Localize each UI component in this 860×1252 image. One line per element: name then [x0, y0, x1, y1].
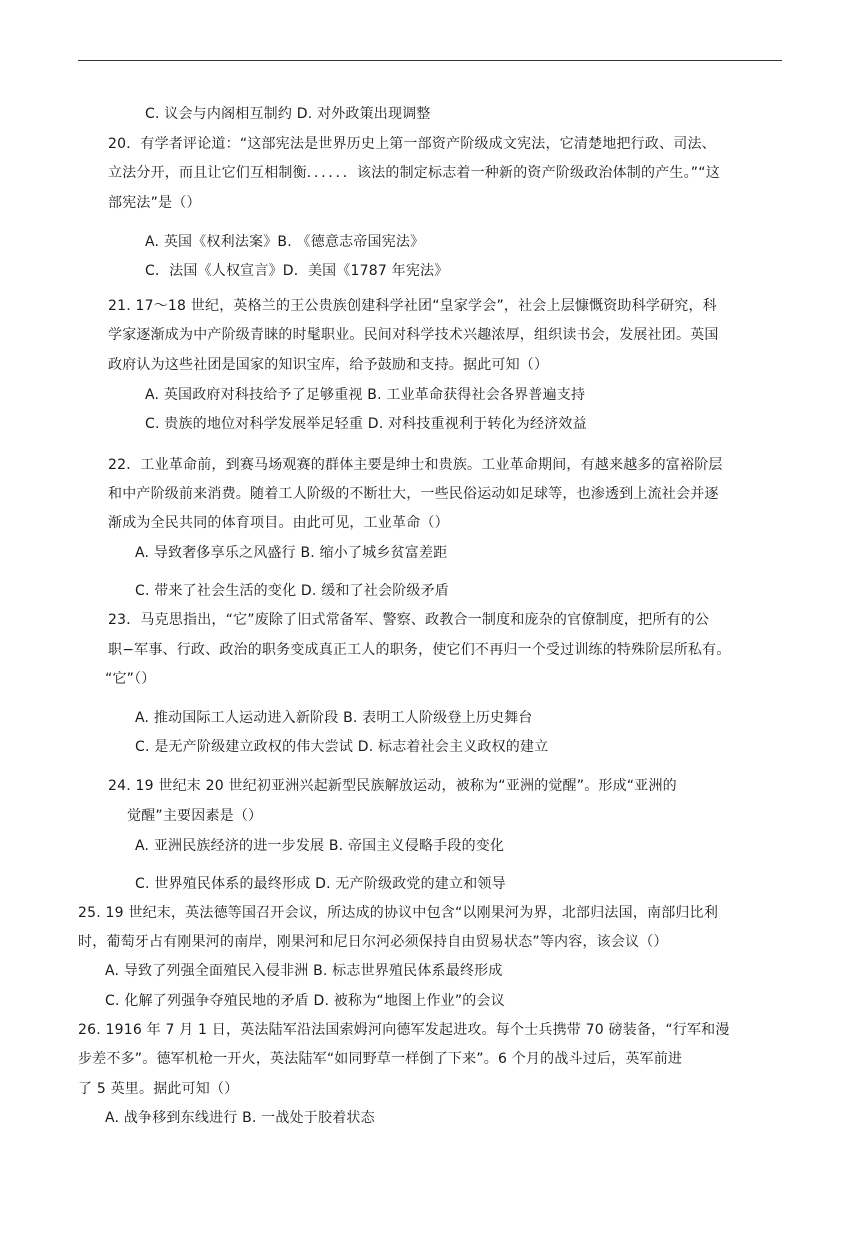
option-line: C. 贵族的地位对科学发展举足轻重 D. 对科技重视利于转化为经济效益: [145, 416, 587, 432]
question-26-line: 了 5 英里。据此可知（）: [78, 1081, 239, 1097]
question-22-line: 渐成为全民共同的体育项目。由此可见，工业革命（）: [108, 515, 449, 531]
question-24-line: 24. 19 世纪末 20 世纪初亚洲兴起新型民族解放运动，被称为“亚洲的觉醒”。形成“亚洲的: [108, 778, 677, 794]
question-22-line: 和中产阶级前来消费。随着工人阶级的不断壮大，一些民俗运动如足球等，也渗透到上流社会并逐: [108, 486, 719, 502]
option-line: A. 英国《权利法案》B. 《德意志帝国宪法》: [145, 234, 425, 250]
question-23-line: 职−军事、行政、政治的职务变成真正工人的职务，使它们不再归一个受过训练的特殊阶层所私有。: [108, 642, 731, 658]
option-line: A. 导致奢侈享乐之风盛行 B. 缩小了城乡贫富差距: [135, 545, 448, 561]
option-line: C．法国《人权宣言》D．美国《1787 年宪法》: [145, 263, 449, 279]
question-23-line: “它”（）: [105, 671, 156, 687]
question-20-line: 立法分开，而且让它们互相制衡．．．．．．该法的制定标志着一种新的资产阶级政治体制的产生。”“这: [108, 165, 720, 181]
option-line: C. 是无产阶级建立政权的伟大尝试 D. 标志着社会主义政权的建立: [135, 739, 549, 755]
option-line: A. 推动国际工人运动进入新阶段 B. 表明工人阶级登上历史舞台: [135, 710, 533, 726]
question-21-line: 学家逐渐成为中产阶级青睐的时髦职业。民间对科学技术兴趣浓厚，组织读书会，发展社团。英国: [108, 327, 719, 343]
question-21-line: 政府认为这些社团是国家的知识宝库，给予鼓励和支持。据此可知（）: [108, 357, 549, 373]
question-22-line: 22．工业革命前，到赛马场观赛的群体主要是绅士和贵族。工业革命期间，有越来越多的富裕阶层: [108, 457, 723, 473]
option-line: A. 英国政府对科技给予了足够重视 B. 工业革命获得社会各界普遍支持: [145, 387, 586, 403]
option-line: A. 战争移到东线进行 B. 一战处于胶着状态: [105, 1110, 375, 1126]
option-line: A. 导致了列强全面殖民入侵非洲 B. 标志世界殖民体系最终形成: [105, 963, 503, 979]
option-line: C. 议会与内阁相互制约 D. 对外政策出现调整: [145, 106, 431, 122]
question-25-line: 时，葡萄牙占有刚果河的南岸，刚果河和尼日尔河必须保持自由贸易状态”等内容，该会议（）: [78, 934, 668, 950]
question-21-line: 21. 17～18 世纪，英格兰的王公贵族创建科学社团“皇家学会”，社会上层慷慨资助科学研究，科: [108, 298, 717, 314]
question-24-line: 觉醒”主要因素是（）: [127, 808, 263, 824]
question-25-line: 25. 19 世纪末，英法德等国召开会议，所达成的协议中包含“以刚果河为界，北部归法国，南部归比利: [78, 905, 719, 921]
question-26-line: 步差不多”。德军机枪一开火，英法陆军“如同野草一样倒了下来”。6 个月的战斗过后，英军前进: [78, 1051, 683, 1067]
question-20-line: 20．有学者评论道：“这部宪法是世界历史上第一部资产阶级成文宪法，它清楚地把行政、司法、: [108, 136, 716, 152]
header-rule: [78, 60, 782, 61]
option-line: A. 亚洲民族经济的进一步发展 B. 帝国主义侵略手段的变化: [135, 838, 505, 854]
option-line: C. 世界殖民体系的最终形成 D. 无产阶级政党的建立和领导: [135, 876, 506, 892]
option-line: C. 带来了社会生活的变化 D. 缓和了社会阶级矛盾: [135, 583, 450, 599]
question-20-line: 部宪法”是（）: [108, 195, 201, 211]
question-26-line: 26. 1916 年 7 月 1 日，英法陆军沿法国索姆河向德军发起进攻。每个士兵携带 70 磅装备，“行军和漫: [78, 1022, 730, 1038]
question-23-line: 23．马克思指出，“它”废除了旧式常备军、警察、政教合一制度和庞杂的官僚制度，把所有的公: [108, 612, 710, 628]
option-line: C. 化解了列强争夺殖民地的矛盾 D. 被称为“地图上作业”的会议: [105, 993, 505, 1009]
